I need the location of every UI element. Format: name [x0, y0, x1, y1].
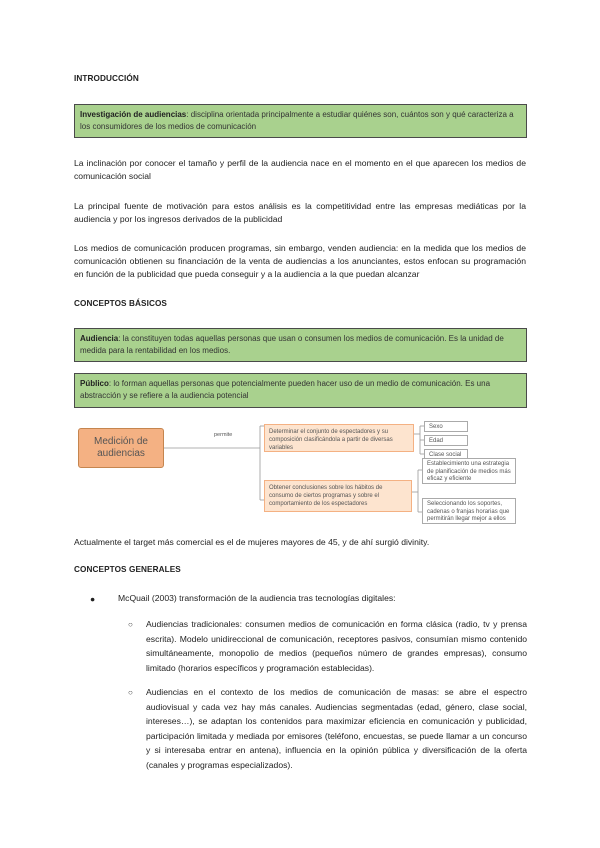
diagram-connector-label: permite: [214, 432, 233, 438]
sub-bullet-circle-icon: ○: [128, 688, 133, 697]
definition-audiencia: : la constituyen todas aquellas personas que usan o consumen los medios de comunicación. Es la unidad de medida para la rentabilidad en los medios.: [80, 334, 504, 355]
definition-investigacion: : disciplina orientada principalmente a estudiar quiénes son, cuántos son y qué caracteriza a los consumidores de los medios de comunicación: [80, 110, 514, 131]
diagram-medicion-audiencias: [74, 418, 534, 530]
paragraph-4: Actualmente el target más comercial es el de mujeres mayores de 45, y de ahí surgió divinity.: [74, 537, 430, 547]
heading-conceptos-generales: CONCEPTOS GENERALES: [74, 565, 181, 574]
bullet-mcquail: McQuail (2003) transformación de la audiencia tras tecnologías digitales:: [118, 593, 396, 603]
bullet-dot-icon: ●: [90, 594, 96, 604]
diagram-main-node: Medición de audiencias: [78, 428, 164, 468]
paragraph-3: Los medios de comunicación producen programas, sin embargo, venden audiencia: en la medida que los medios de comunicación obtienen su financiación de la venta de audiencias a los anunciantes, estos enfocan su programación en función de la publicidad que pueda conseguir y a la audiencia a la que puedan alcanzar: [74, 243, 526, 279]
definition-publico: : lo forman aquellas personas que potencialmente pueden hacer uso de un medio de comunicación. Es una abstracción y se refiere a la audiencia potencial: [80, 379, 491, 400]
sub-item-audiencias-masas: Audiencias en el contexto de los medios de comunicación de masas: se abre el espectro audiovisual y cada vez hay más canales. Audiencias segmentadas (edad, género, clase social, intereses…), se adaptan los contenidos para maximizar eficiencia en comunicación y publicidad, participación limitada y mediada por emisores (teléfono, encuestas, se puede llamar a un concurso y si interesaba entrar en antena), influencia en la opinión pública y diversificación de la oferta (canales y programas especializados).: [146, 687, 527, 770]
definition-box-audiencia: [74, 328, 527, 362]
term-audiencia: Audiencia: [80, 334, 119, 343]
diagram-variable-clase-social: Clase social: [424, 449, 468, 460]
diagram-variable-sexo: Sexo: [424, 421, 468, 432]
heading-conceptos-basicos: CONCEPTOS BÁSICOS: [74, 299, 167, 308]
diagram-outcome-1: Establecimiento una estrategia de planificación de medios más eficaz y eficiente: [422, 458, 516, 484]
paragraph-2: La principal fuente de motivación para estos análisis es la competitividad entre las empresas mediáticas por la audiencia y por los ingresos derivados de la publicidad: [74, 201, 526, 224]
sub-item-audiencias-tradicionales: Audiencias tradicionales: consumen medios de comunicación en forma clásica (radio, tv y prensa escrita). Modelo unidireccional de comunicación, receptores pasivos, consumían mismo contenido simultáneamente, monopolio de medios (pequeños número de grandes empresas), consumo limitado (horarios específicos y programación establecidas).: [146, 619, 527, 673]
sub-bullet-circle-icon: ○: [128, 620, 133, 629]
paragraph-1: La inclinación por conocer el tamaño y perfil de la audiencia nace en el momento en el que aparecen los medios de comunicación social: [74, 158, 526, 181]
diagram-branch-1: Determinar el conjunto de espectadores y su composición clasificándola a partir de diversas variables: [264, 424, 414, 452]
definition-box-investigacion: [74, 104, 527, 138]
term-publico: Público: [80, 379, 109, 388]
definition-box-publico: [74, 373, 527, 408]
diagram-outcome-2: Seleccionando los soportes, cadenas o franjas horarias que permitirán llegar mejor a ellos: [422, 498, 516, 524]
diagram-branch-2: Obtener conclusiones sobre los hábitos de consumo de ciertos programas y sobre el comportamiento de los espectadores: [264, 480, 412, 512]
heading-introduccion: INTRODUCCIÓN: [74, 74, 139, 83]
term-investigacion: Investigación de audiencias: [80, 110, 187, 119]
diagram-variable-edad: Edad: [424, 435, 468, 446]
